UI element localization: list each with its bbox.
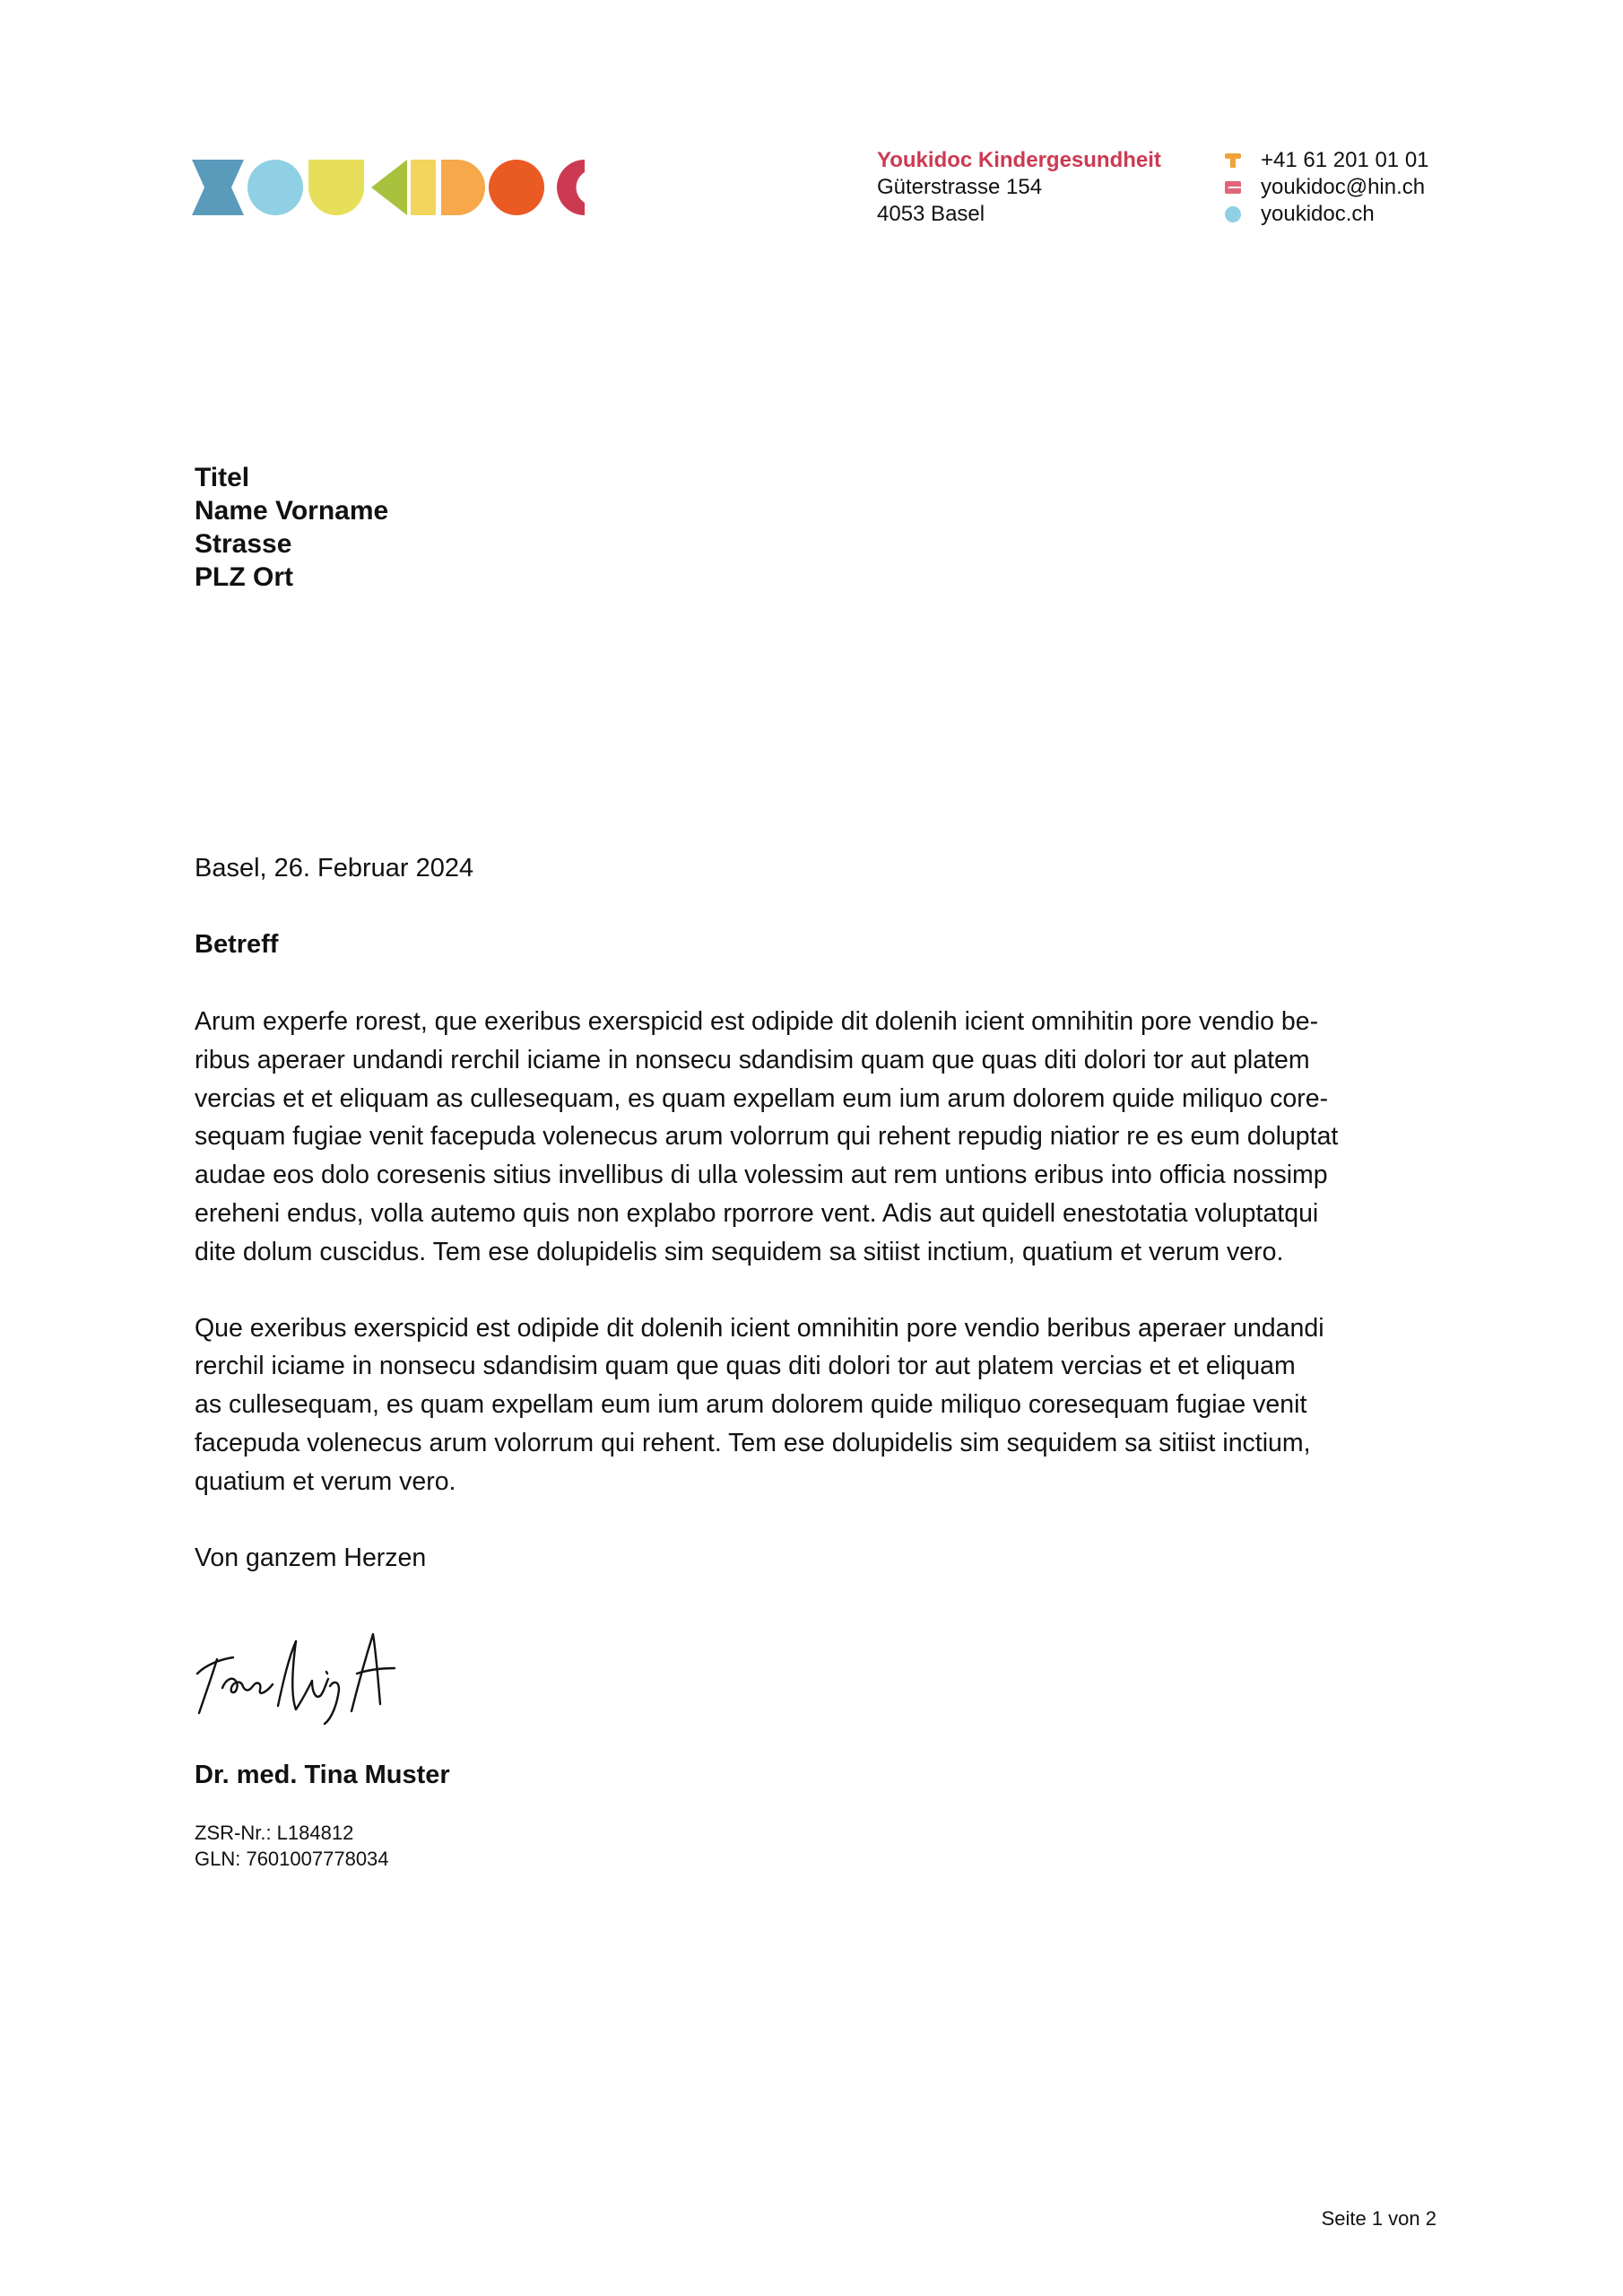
page-number: Seite 1 von 2 (1321, 2207, 1436, 2230)
globe-dot-icon (1223, 204, 1243, 224)
paragraph-2 (195, 1309, 1441, 1501)
body-line: audae eos dolo coresenis sitius invellibus di ulla volessim aut rem untions eribus into officia nossimp (195, 1161, 1328, 1190)
closing: Von ganzem Herzen (195, 1543, 427, 1572)
contact-web[interactable]: youkidoc.ch (1261, 202, 1375, 226)
phone-icon (1223, 151, 1243, 170)
gln-number: GLN: 7601007778034 (195, 1848, 389, 1870)
sender-street: Güterstrasse 154 (877, 175, 1043, 199)
logo-shape (192, 160, 244, 215)
contact-email[interactable]: youkidoc@hin.ch (1261, 175, 1426, 199)
recipient-city: PLZ Ort (195, 562, 293, 592)
mail-icon (1223, 178, 1243, 197)
body-line: dite dolum cuscidus. Tem ese dolupidelis sim sequidem sa sitiist inctium, quatium et verum vero. (195, 1237, 1284, 1266)
logo-shape (557, 160, 585, 215)
recipient-street: Strasse (195, 529, 292, 559)
letter-subject: Betreff (195, 930, 279, 959)
recipient-name: Name Vorname (195, 496, 389, 526)
handwritten-signature (190, 1618, 405, 1726)
body-line: quatium et verum vero. (195, 1466, 456, 1496)
body-line: Que exeribus exerspicid est odipide dit dolenih icient omnihitin pore vendio beribus aperaer undandi (195, 1313, 1324, 1343)
contact-block (1223, 147, 1429, 228)
logo-graphic (192, 160, 585, 215)
zsr-number: ZSR-Nr.: L184812 (195, 1822, 354, 1844)
signer-name: Dr. med. Tina Muster (195, 1761, 450, 1789)
signer-ids (195, 1820, 389, 1872)
contact-web-row (1223, 201, 1429, 228)
body-line: sequam fugiae venit facepuda volenecus arum volorrum qui rehent repudig niatior re es eum doluptat (195, 1122, 1339, 1152)
sender-organization: Youkidoc Kindergesundheit (877, 148, 1161, 172)
contact-phone-row (1223, 147, 1429, 174)
body-line: as cullesequam, es quam expellam eum ium arum dolorem quide miliquo coresequam fugiae venit (195, 1390, 1307, 1420)
letter-date: Basel, 26. Februar 2024 (195, 854, 474, 883)
logo-shape (371, 160, 407, 215)
sender-city: 4053 Basel (877, 202, 985, 226)
body-line: ribus aperaer undandi rerchil iciame in nonsecu sdandisim quam que quas diti dolori tor aut platem (195, 1045, 1310, 1074)
paragraph-1 (195, 1003, 1441, 1272)
sender-address (877, 147, 1161, 228)
logo-shape (247, 160, 303, 215)
body-line: Arum experfe rorest, que exeribus exerspicid est odipide dit dolenih icient omnihitin pore vendio be- (195, 1007, 1319, 1036)
recipient-address (195, 461, 388, 594)
youkidoc-logo (192, 160, 585, 215)
letter-body (195, 1003, 1441, 1614)
body-line: rerchil iciame in nonsecu sdandisim quam que quas diti dolori tor aut platem vercias et et eliquam (195, 1352, 1296, 1381)
contact-phone[interactable]: +41 61 201 01 01 (1261, 148, 1429, 172)
body-line: ereheni endus, volla autemo quis non explabo rporrore vent. Adis aut quidell enestotatia voluptatqui (195, 1198, 1319, 1228)
logo-shape (441, 160, 485, 215)
body-line: vercias et et eliquam as cullesequam, es quam expellam eum ium arum dolorem quide miliquo core- (195, 1083, 1329, 1113)
logo-shape (411, 160, 436, 215)
logo-shape (489, 160, 544, 215)
contact-email-row (1223, 174, 1429, 201)
logo-shape (308, 160, 364, 215)
body-line: facepuda volenecus arum volorrum qui rehent. Tem ese dolupidelis sim sequidem sa sitiist inctium, (195, 1428, 1311, 1457)
recipient-title: Titel (195, 463, 250, 492)
